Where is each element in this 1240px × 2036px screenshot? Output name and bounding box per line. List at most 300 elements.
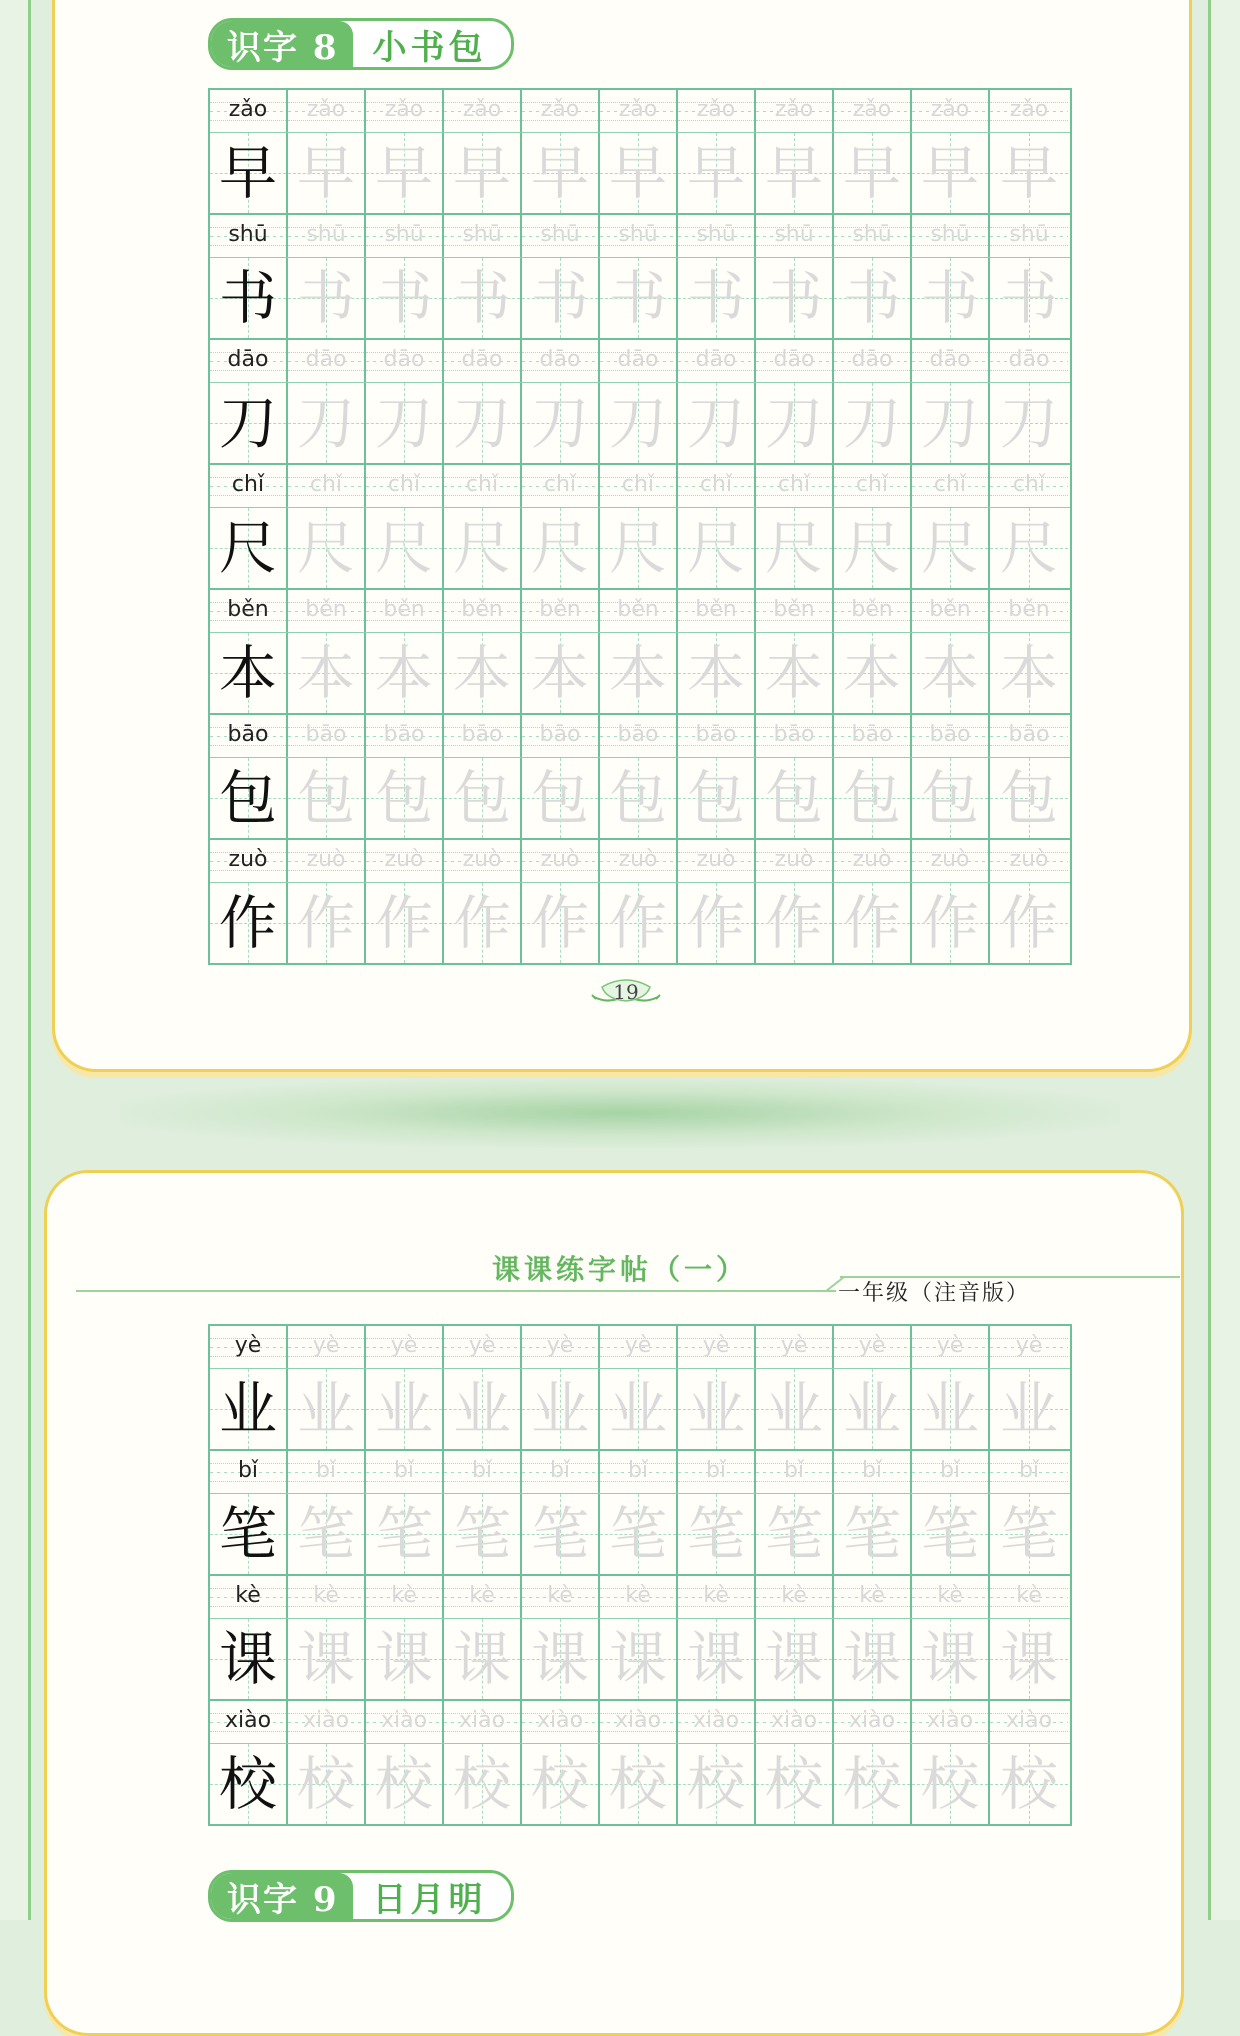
- character-cell-trace[interactable]: [288, 1369, 366, 1449]
- pinyin-cell-trace: [444, 340, 522, 382]
- practice-row-1: [210, 1451, 1070, 1576]
- character-cell-trace[interactable]: [444, 1744, 522, 1824]
- pinyin-cell-trace: [912, 1326, 990, 1368]
- character-cell-trace[interactable]: [522, 883, 600, 963]
- character-cell-trace[interactable]: [366, 883, 444, 963]
- pinyin-trace: zǎo: [540, 97, 580, 122]
- character-cell-trace[interactable]: [834, 1744, 912, 1824]
- character-cell-trace[interactable]: [678, 883, 756, 963]
- character-cell-trace[interactable]: [834, 508, 912, 588]
- character-trace: 刀: [452, 389, 511, 457]
- character-cell-trace[interactable]: [756, 1494, 834, 1574]
- character-cell-trace[interactable]: [444, 633, 522, 713]
- character-cell-trace[interactable]: [678, 508, 756, 588]
- character-cell-trace[interactable]: [990, 258, 1068, 338]
- pinyin-trace: zuò: [930, 847, 970, 872]
- practice-row-5: [210, 715, 1070, 840]
- pinyin-cell-trace: [288, 1701, 366, 1743]
- character-cell-trace[interactable]: [522, 633, 600, 713]
- pinyin-trace: kè: [391, 1583, 417, 1608]
- practice-row-3: [210, 1701, 1070, 1824]
- pinyin-cell-trace: [756, 215, 834, 257]
- character-cell-trace[interactable]: [600, 383, 678, 463]
- character-cell-trace[interactable]: [834, 258, 912, 338]
- pinyin-trace: chǐ: [309, 472, 343, 497]
- character-cell-model: [210, 1494, 288, 1574]
- pinyin-cell-model: [210, 840, 288, 882]
- character-cell-trace[interactable]: [288, 883, 366, 963]
- pinyin-cell-trace: [678, 1451, 756, 1493]
- character-trace: 校: [999, 1750, 1058, 1818]
- lesson-header-9: [208, 1870, 514, 1922]
- pinyin-cell-trace: [834, 465, 912, 507]
- character-cell-trace[interactable]: [756, 508, 834, 588]
- character-cell-trace[interactable]: [600, 1494, 678, 1574]
- character-cell-model: [210, 1744, 288, 1824]
- character-cell-model: [210, 383, 288, 463]
- character-cell-trace[interactable]: [522, 1369, 600, 1449]
- pinyin-cell-trace: [756, 1451, 834, 1493]
- character-cell-trace[interactable]: [366, 1744, 444, 1824]
- pinyin-cell-model: [210, 715, 288, 757]
- pinyin-row: [210, 340, 1070, 383]
- character-trace: 笔: [452, 1500, 511, 1568]
- character-cell-trace[interactable]: [990, 1619, 1068, 1699]
- character-cell-trace[interactable]: [912, 133, 990, 213]
- practice-grid-lesson-8: [208, 88, 1072, 965]
- pinyin-cell-trace: [678, 465, 756, 507]
- character-cell-trace[interactable]: [990, 633, 1068, 713]
- character-cell-trace[interactable]: [288, 1494, 366, 1574]
- pinyin-cell-trace: [756, 1576, 834, 1618]
- pinyin-model: shū: [228, 222, 268, 247]
- character-cell-trace[interactable]: [834, 633, 912, 713]
- pinyin-trace: bǐ: [315, 1458, 337, 1483]
- pinyin-trace: zuò: [306, 847, 346, 872]
- character-cell-trace[interactable]: [366, 1619, 444, 1699]
- character-cell-trace[interactable]: [444, 883, 522, 963]
- pinyin-trace: shū: [696, 222, 736, 247]
- pinyin-trace: yè: [858, 1333, 886, 1358]
- pinyin-cell-trace: [444, 465, 522, 507]
- pinyin-trace: chǐ: [699, 472, 733, 497]
- character-trace: 校: [686, 1750, 745, 1818]
- pinyin-trace: kè: [859, 1583, 885, 1608]
- page-number-badge: [590, 975, 662, 1009]
- character-trace: 书: [296, 264, 355, 332]
- character-trace: 本: [686, 639, 745, 707]
- pinyin-trace: zǎo: [618, 97, 658, 122]
- character-trace: 课: [920, 1625, 979, 1693]
- character-cell-trace[interactable]: [834, 383, 912, 463]
- character-cell-trace[interactable]: [990, 1369, 1068, 1449]
- pinyin-cell-model: [210, 1451, 288, 1493]
- character-cell-trace[interactable]: [288, 758, 366, 838]
- character-trace: 包: [374, 764, 433, 832]
- pinyin-cell-trace: [600, 465, 678, 507]
- character-trace: 书: [452, 264, 511, 332]
- character-cell-trace[interactable]: [834, 1369, 912, 1449]
- pinyin-trace: zǎo: [774, 97, 814, 122]
- pinyin-cell-trace: [678, 340, 756, 382]
- character-cell-trace[interactable]: [990, 383, 1068, 463]
- character-trace: 业: [530, 1375, 589, 1443]
- character-cell-trace[interactable]: [600, 1369, 678, 1449]
- character-trace: 包: [608, 764, 667, 832]
- pinyin-trace: chǐ: [465, 472, 499, 497]
- pinyin-model: dāo: [227, 347, 269, 372]
- character-cell-trace[interactable]: [834, 883, 912, 963]
- character-cell-trace[interactable]: [288, 633, 366, 713]
- pinyin-trace: shū: [384, 222, 424, 247]
- character-cell-trace[interactable]: [990, 1494, 1068, 1574]
- character-trace: 包: [452, 764, 511, 832]
- character-cell-trace[interactable]: [522, 1619, 600, 1699]
- pinyin-cell-trace: [990, 840, 1068, 882]
- character-cell-trace[interactable]: [366, 383, 444, 463]
- pinyin-cell-trace: [366, 590, 444, 632]
- character-cell-trace[interactable]: [444, 508, 522, 588]
- pinyin-cell-trace: [522, 840, 600, 882]
- character-cell-trace[interactable]: [600, 883, 678, 963]
- pinyin-trace: xiào: [458, 1708, 506, 1733]
- practice-row-0: [210, 90, 1070, 215]
- practice-row-4: [210, 590, 1070, 715]
- character-cell-trace[interactable]: [756, 883, 834, 963]
- pinyin-trace: bǐ: [783, 1458, 805, 1483]
- pinyin-cell-trace: [444, 1701, 522, 1743]
- character-cell-trace[interactable]: [990, 133, 1068, 213]
- character-cell-trace[interactable]: [756, 1744, 834, 1824]
- pinyin-trace: xiào: [536, 1708, 584, 1733]
- pinyin-trace: bāo: [461, 722, 503, 747]
- character-cell-trace[interactable]: [522, 383, 600, 463]
- pinyin-cell-trace: [912, 1576, 990, 1618]
- pinyin-trace: zuò: [540, 847, 580, 872]
- pinyin-cell-trace: [756, 1701, 834, 1743]
- character-cell-trace[interactable]: [288, 133, 366, 213]
- character-cell-trace[interactable]: [288, 508, 366, 588]
- pinyin-cell-trace: [990, 1451, 1068, 1493]
- pinyin-trace: chǐ: [1012, 472, 1046, 497]
- pinyin-cell-trace: [990, 215, 1068, 257]
- pinyin-cell-trace: [522, 1326, 600, 1368]
- pinyin-cell-trace: [834, 840, 912, 882]
- pinyin-cell-trace: [444, 715, 522, 757]
- character-trace: 本: [530, 639, 589, 707]
- pinyin-trace: chǐ: [777, 472, 811, 497]
- pinyin-cell-trace: [834, 90, 912, 132]
- character-trace: 早: [530, 139, 589, 207]
- character-cell-trace[interactable]: [912, 258, 990, 338]
- pinyin-trace: běn: [695, 597, 737, 622]
- character-cell-trace[interactable]: [444, 258, 522, 338]
- pinyin-trace: zuò: [852, 847, 892, 872]
- character-row: [210, 883, 1070, 963]
- character-trace: 书: [920, 264, 979, 332]
- character-cell-trace[interactable]: [366, 633, 444, 713]
- character-cell-trace[interactable]: [912, 883, 990, 963]
- character-cell-trace[interactable]: [990, 508, 1068, 588]
- character-cell-trace[interactable]: [756, 633, 834, 713]
- pinyin-trace: zuò: [384, 847, 424, 872]
- pinyin-cell-trace: [288, 1576, 366, 1618]
- pinyin-cell-trace: [444, 590, 522, 632]
- character-trace: 课: [608, 1625, 667, 1693]
- pinyin-cell-trace: [600, 1451, 678, 1493]
- pinyin-trace: dāo: [383, 347, 425, 372]
- character-cell-trace[interactable]: [756, 383, 834, 463]
- pinyin-trace: xiào: [692, 1708, 740, 1733]
- character-trace: 业: [999, 1375, 1058, 1443]
- character-cell-trace[interactable]: [912, 758, 990, 838]
- character-cell-trace[interactable]: [678, 133, 756, 213]
- character-cell-trace[interactable]: [522, 1494, 600, 1574]
- character-trace: 课: [999, 1625, 1058, 1693]
- character-trace: 本: [452, 639, 511, 707]
- pinyin-trace: kè: [1016, 1583, 1042, 1608]
- character-cell-trace[interactable]: [444, 383, 522, 463]
- pinyin-trace: dāo: [773, 347, 815, 372]
- character-cell-trace[interactable]: [678, 258, 756, 338]
- pinyin-trace: yè: [468, 1333, 496, 1358]
- character-cell-trace[interactable]: [288, 1619, 366, 1699]
- character-cell-trace[interactable]: [366, 508, 444, 588]
- character-cell-trace[interactable]: [444, 1369, 522, 1449]
- pinyin-row: [210, 840, 1070, 883]
- character-cell-trace[interactable]: [912, 508, 990, 588]
- character-row: [210, 383, 1070, 463]
- pinyin-trace: běn: [851, 597, 893, 622]
- character-cell-trace[interactable]: [912, 1494, 990, 1574]
- background-line-left: [28, 0, 31, 1920]
- pinyin-cell-trace: [990, 1326, 1068, 1368]
- character-trace: 校: [842, 1750, 901, 1818]
- character-cell-trace[interactable]: [600, 758, 678, 838]
- pinyin-cell-trace: [912, 215, 990, 257]
- pinyin-cell-trace: [288, 90, 366, 132]
- pinyin-cell-trace: [834, 1451, 912, 1493]
- character-cell-trace[interactable]: [756, 1369, 834, 1449]
- pinyin-trace: kè: [937, 1583, 963, 1608]
- character-cell-trace[interactable]: [600, 1619, 678, 1699]
- character-cell-trace[interactable]: [834, 1619, 912, 1699]
- practice-row-3: [210, 465, 1070, 590]
- character-trace: 课: [296, 1625, 355, 1693]
- character-cell-trace[interactable]: [912, 1619, 990, 1699]
- pinyin-trace: chǐ: [387, 472, 421, 497]
- character-cell-trace[interactable]: [990, 883, 1068, 963]
- character-row: [210, 133, 1070, 213]
- character-trace: 作: [530, 889, 589, 957]
- character-cell-trace[interactable]: [990, 1744, 1068, 1824]
- character-trace: 笔: [842, 1500, 901, 1568]
- character-cell-trace[interactable]: [756, 758, 834, 838]
- pinyin-cell-trace: [912, 465, 990, 507]
- pinyin-cell-trace: [678, 590, 756, 632]
- character-cell-trace[interactable]: [366, 758, 444, 838]
- character-trace: 早: [764, 139, 823, 207]
- character-cell-trace[interactable]: [600, 1744, 678, 1824]
- pinyin-cell-trace: [756, 715, 834, 757]
- pinyin-trace: zuò: [774, 847, 814, 872]
- pinyin-cell-trace: [600, 840, 678, 882]
- character-cell-trace[interactable]: [288, 258, 366, 338]
- character-trace: 课: [686, 1625, 745, 1693]
- character-cell-trace[interactable]: [522, 258, 600, 338]
- pinyin-cell-trace: [522, 590, 600, 632]
- pinyin-trace: bāo: [773, 722, 815, 747]
- pinyin-cell-trace: [600, 90, 678, 132]
- character-row: [210, 508, 1070, 588]
- pinyin-trace: bǐ: [1018, 1458, 1040, 1483]
- pinyin-cell-trace: [288, 840, 366, 882]
- character-cell-trace[interactable]: [834, 758, 912, 838]
- pinyin-trace: běn: [1008, 597, 1050, 622]
- character-trace: 校: [296, 1750, 355, 1818]
- pinyin-cell-trace: [756, 465, 834, 507]
- character-trace: 本: [842, 639, 901, 707]
- pinyin-cell-trace: [366, 715, 444, 757]
- pinyin-cell-trace: [912, 840, 990, 882]
- character-cell-trace[interactable]: [444, 1619, 522, 1699]
- pinyin-trace: chǐ: [933, 472, 967, 497]
- character-cell-trace[interactable]: [600, 133, 678, 213]
- pinyin-trace: zǎo: [462, 97, 502, 122]
- character-trace: 本: [920, 639, 979, 707]
- pinyin-cell-trace: [990, 590, 1068, 632]
- character-cell-trace[interactable]: [444, 133, 522, 213]
- pinyin-cell-trace: [600, 715, 678, 757]
- pinyin-cell-trace: [444, 1451, 522, 1493]
- character-cell-trace[interactable]: [912, 1369, 990, 1449]
- pinyin-cell-trace: [366, 340, 444, 382]
- pinyin-trace: bāo: [383, 722, 425, 747]
- character-trace: 早: [608, 139, 667, 207]
- lesson-header-8: [208, 18, 514, 70]
- character-cell-trace[interactable]: [756, 258, 834, 338]
- character-cell-trace[interactable]: [912, 633, 990, 713]
- character-cell-trace[interactable]: [366, 258, 444, 338]
- character-trace: 刀: [764, 389, 823, 457]
- character-cell-trace[interactable]: [756, 1619, 834, 1699]
- character-trace: 本: [764, 639, 823, 707]
- pinyin-trace: bāo: [851, 722, 893, 747]
- pinyin-model: bāo: [227, 722, 269, 747]
- character-cell-trace[interactable]: [444, 1494, 522, 1574]
- pinyin-trace: xiào: [1005, 1708, 1053, 1733]
- character-trace: 业: [452, 1375, 511, 1443]
- pinyin-cell-trace: [990, 1576, 1068, 1618]
- character-cell-trace[interactable]: [678, 1744, 756, 1824]
- character-trace: 尺: [374, 514, 433, 582]
- character-trace: 书: [842, 264, 901, 332]
- character-cell-trace[interactable]: [600, 258, 678, 338]
- character-cell-trace[interactable]: [678, 383, 756, 463]
- character-cell-trace[interactable]: [522, 1744, 600, 1824]
- character-cell-trace[interactable]: [366, 1494, 444, 1574]
- character-cell-trace[interactable]: [288, 383, 366, 463]
- character-cell-trace[interactable]: [366, 1369, 444, 1449]
- character-cell-trace[interactable]: [834, 1494, 912, 1574]
- pinyin-row: [210, 1701, 1070, 1744]
- character-model: 校: [218, 1750, 277, 1818]
- character-cell-trace[interactable]: [678, 633, 756, 713]
- character-trace: 作: [920, 889, 979, 957]
- character-trace: 刀: [920, 389, 979, 457]
- pinyin-row: [210, 215, 1070, 258]
- pinyin-trace: shū: [774, 222, 814, 247]
- character-cell-trace[interactable]: [522, 133, 600, 213]
- pinyin-trace: xiào: [848, 1708, 896, 1733]
- character-trace: 笔: [374, 1500, 433, 1568]
- character-trace: 课: [764, 1625, 823, 1693]
- pinyin-cell-trace: [444, 840, 522, 882]
- pinyin-trace: zǎo: [696, 97, 736, 122]
- pinyin-cell-trace: [288, 340, 366, 382]
- character-cell-trace[interactable]: [678, 1494, 756, 1574]
- character-cell-trace[interactable]: [990, 758, 1068, 838]
- character-cell-trace[interactable]: [522, 508, 600, 588]
- pinyin-trace: kè: [313, 1583, 339, 1608]
- character-trace: 校: [764, 1750, 823, 1818]
- pinyin-cell-trace: [834, 590, 912, 632]
- character-trace: 作: [999, 889, 1058, 957]
- pinyin-trace: chǐ: [855, 472, 889, 497]
- pinyin-trace: kè: [469, 1583, 495, 1608]
- pinyin-cell-trace: [522, 215, 600, 257]
- character-cell-trace[interactable]: [444, 758, 522, 838]
- character-model: 本: [218, 639, 277, 707]
- character-cell-trace[interactable]: [288, 1744, 366, 1824]
- background-strip-right: [1210, 0, 1240, 1920]
- pinyin-row: [210, 590, 1070, 633]
- character-trace: 本: [999, 639, 1058, 707]
- character-cell-trace[interactable]: [366, 133, 444, 213]
- pinyin-cell-trace: [756, 590, 834, 632]
- character-trace: 业: [296, 1375, 355, 1443]
- character-cell-trace[interactable]: [912, 1744, 990, 1824]
- pinyin-trace: běn: [305, 597, 347, 622]
- pinyin-trace: xiào: [380, 1708, 428, 1733]
- character-model: 尺: [218, 514, 277, 582]
- pinyin-cell-trace: [912, 715, 990, 757]
- pinyin-cell-model: [210, 1576, 288, 1618]
- character-cell-trace[interactable]: [600, 508, 678, 588]
- character-cell-trace[interactable]: [678, 1619, 756, 1699]
- character-model: 早: [218, 139, 277, 207]
- character-trace: 早: [686, 139, 745, 207]
- pinyin-cell-trace: [912, 90, 990, 132]
- pinyin-trace: bǐ: [393, 1458, 415, 1483]
- pinyin-trace: bāo: [305, 722, 347, 747]
- pinyin-cell-trace: [912, 1701, 990, 1743]
- character-trace: 本: [296, 639, 355, 707]
- character-cell-trace[interactable]: [522, 758, 600, 838]
- character-cell-trace[interactable]: [912, 383, 990, 463]
- pinyin-cell-trace: [990, 1701, 1068, 1743]
- character-trace: 包: [530, 764, 589, 832]
- character-cell-trace[interactable]: [756, 133, 834, 213]
- character-cell-trace[interactable]: [678, 758, 756, 838]
- pinyin-cell-trace: [600, 340, 678, 382]
- character-cell-trace[interactable]: [834, 133, 912, 213]
- character-trace: 业: [842, 1375, 901, 1443]
- character-cell-trace[interactable]: [678, 1369, 756, 1449]
- character-trace: 书: [686, 264, 745, 332]
- pinyin-trace: zǎo: [306, 97, 346, 122]
- character-cell-trace[interactable]: [600, 633, 678, 713]
